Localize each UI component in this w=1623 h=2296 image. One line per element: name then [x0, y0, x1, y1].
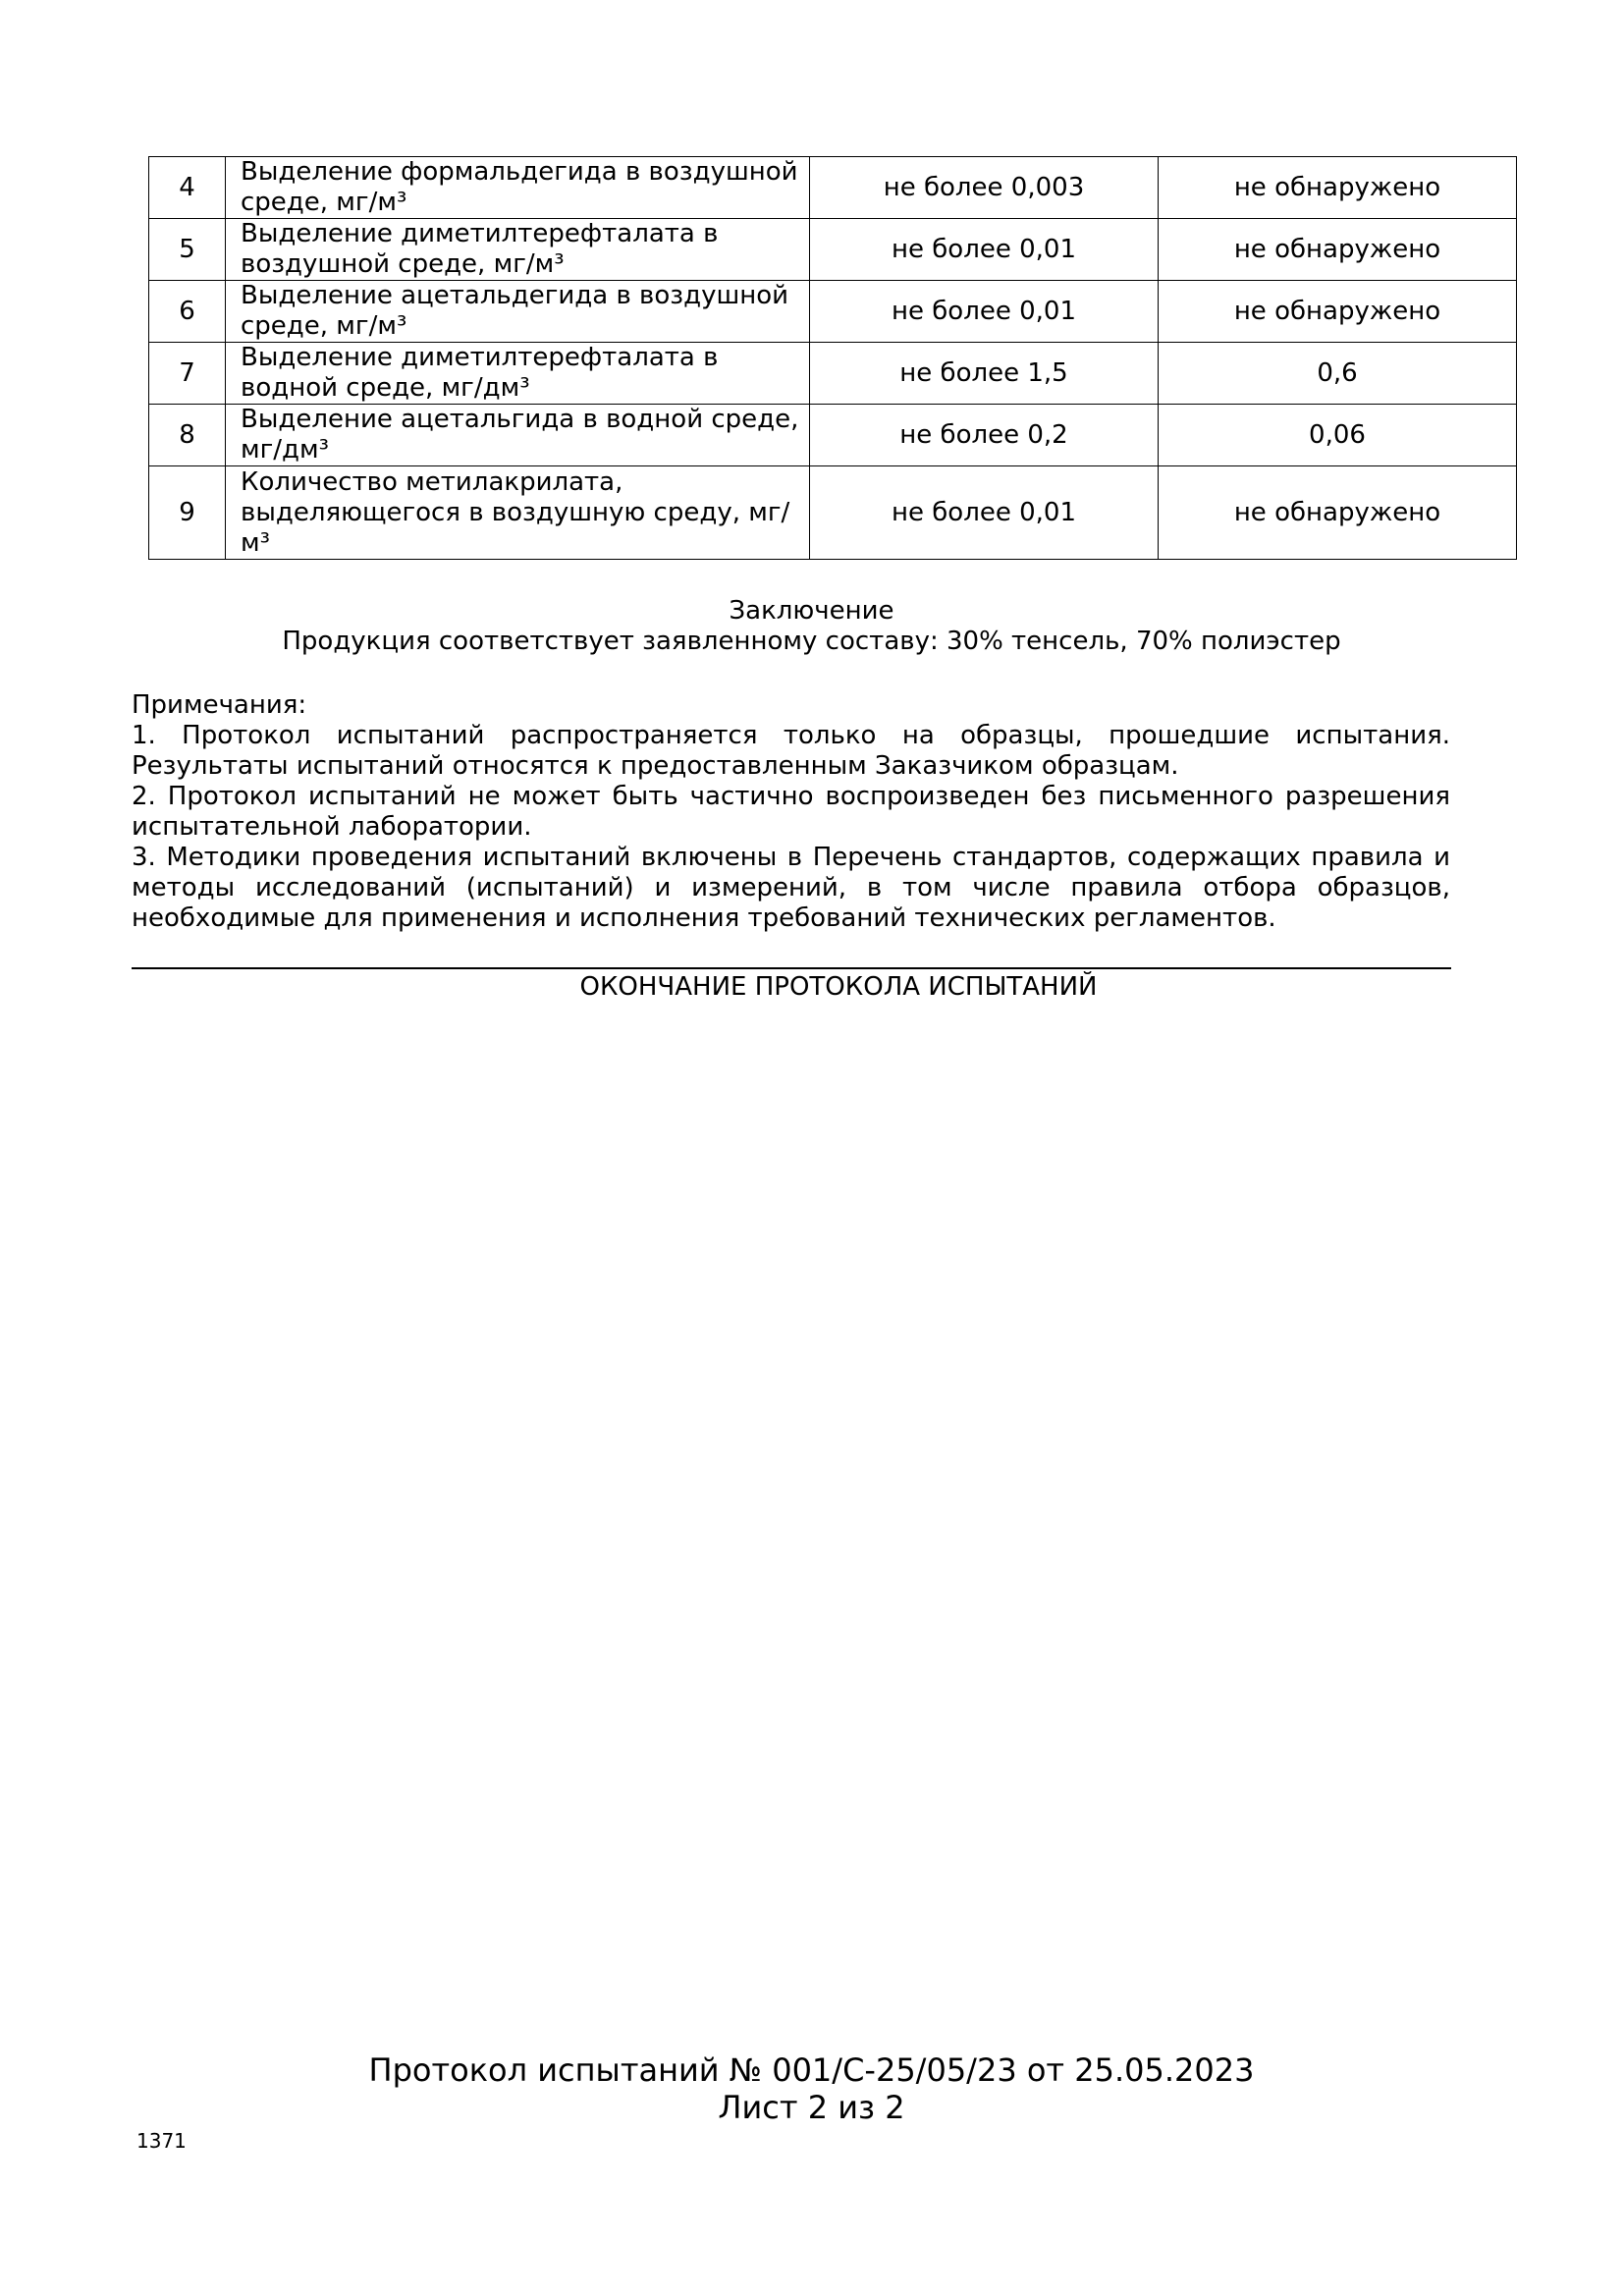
indicator-name: Выделение диметилтерефталата в воздушной среде, мг/м³: [226, 219, 810, 281]
protocol-end-text: ОКОНЧАНИЕ ПРОТОКОЛА ИСПЫТАНИЙ: [579, 972, 1098, 1002]
note-item: 2. Протокол испытаний не может быть частично воспроизведен без письменного разрешения испытательной лаборатории.: [132, 782, 1450, 842]
table-row: [149, 219, 1517, 281]
row-number: 9: [149, 466, 226, 560]
note-item: 3. Методики проведения испытаний включены в Перечень стандартов, содержащих правила и методы исследований (испытаний) и измерений, в том числе правила отбора образцов, необходимые для применения и исполнения требований технических регламентов.: [132, 843, 1450, 933]
table-row: [149, 281, 1517, 343]
row-number: 5: [149, 219, 226, 281]
indicator-name: Выделение ацетальдегида в воздушной среде, мг/м³: [226, 281, 810, 343]
norm-value: не более 0,01: [810, 219, 1159, 281]
row-number: 8: [149, 405, 226, 466]
indicator-name: Выделение ацетальгида в водной среде, мг/дм³: [226, 405, 810, 466]
norm-value: не более 0,003: [810, 157, 1159, 219]
indicator-name: Выделение формальдегида в воздушной среде, мг/м³: [226, 157, 810, 219]
note-item: 1. Протокол испытаний распространяется только на образцы, прошедшие испытания. Результаты испытаний относятся к предоставленным Заказчиком образцам.: [132, 721, 1450, 781]
row-number: 4: [149, 157, 226, 219]
notes-section: [132, 690, 1450, 934]
divider-line: [132, 967, 1451, 969]
result-value: 0,06: [1159, 405, 1517, 466]
table-row: [149, 157, 1517, 219]
table-row: [149, 343, 1517, 405]
conclusion-title: Заключение: [729, 596, 894, 626]
indicator-name: Выделение диметилтерефталата в водной среде, мг/дм³: [226, 343, 810, 405]
norm-value: не более 0,01: [810, 281, 1159, 343]
notes-heading: Примечания:: [132, 690, 307, 720]
page-code: 1371: [136, 2129, 187, 2153]
result-value: не обнаружено: [1159, 466, 1517, 560]
row-number: 6: [149, 281, 226, 343]
result-value: не обнаружено: [1159, 281, 1517, 343]
conclusion-text: Продукция соответствует заявленному составу: 30% тенсель, 70% полиэстер: [282, 627, 1341, 656]
norm-value: не более 1,5: [810, 343, 1159, 405]
table-row: [149, 405, 1517, 466]
row-number: 7: [149, 343, 226, 405]
result-value: 0,6: [1159, 343, 1517, 405]
result-value: не обнаружено: [1159, 157, 1517, 219]
footer-sheet-number: Лист 2 из 2: [718, 2089, 905, 2126]
table-row: [149, 466, 1517, 560]
norm-value: не более 0,01: [810, 466, 1159, 560]
results-table: [148, 156, 1517, 560]
result-value: не обнаружено: [1159, 219, 1517, 281]
footer-protocol-title: Протокол испытаний № 001/С-25/05/23 от 25.05.2023: [368, 2051, 1255, 2089]
norm-value: не более 0,2: [810, 405, 1159, 466]
indicator-name: Количество метилакрилата, выделяющегося в воздушную среду, мг/м³: [226, 466, 810, 560]
